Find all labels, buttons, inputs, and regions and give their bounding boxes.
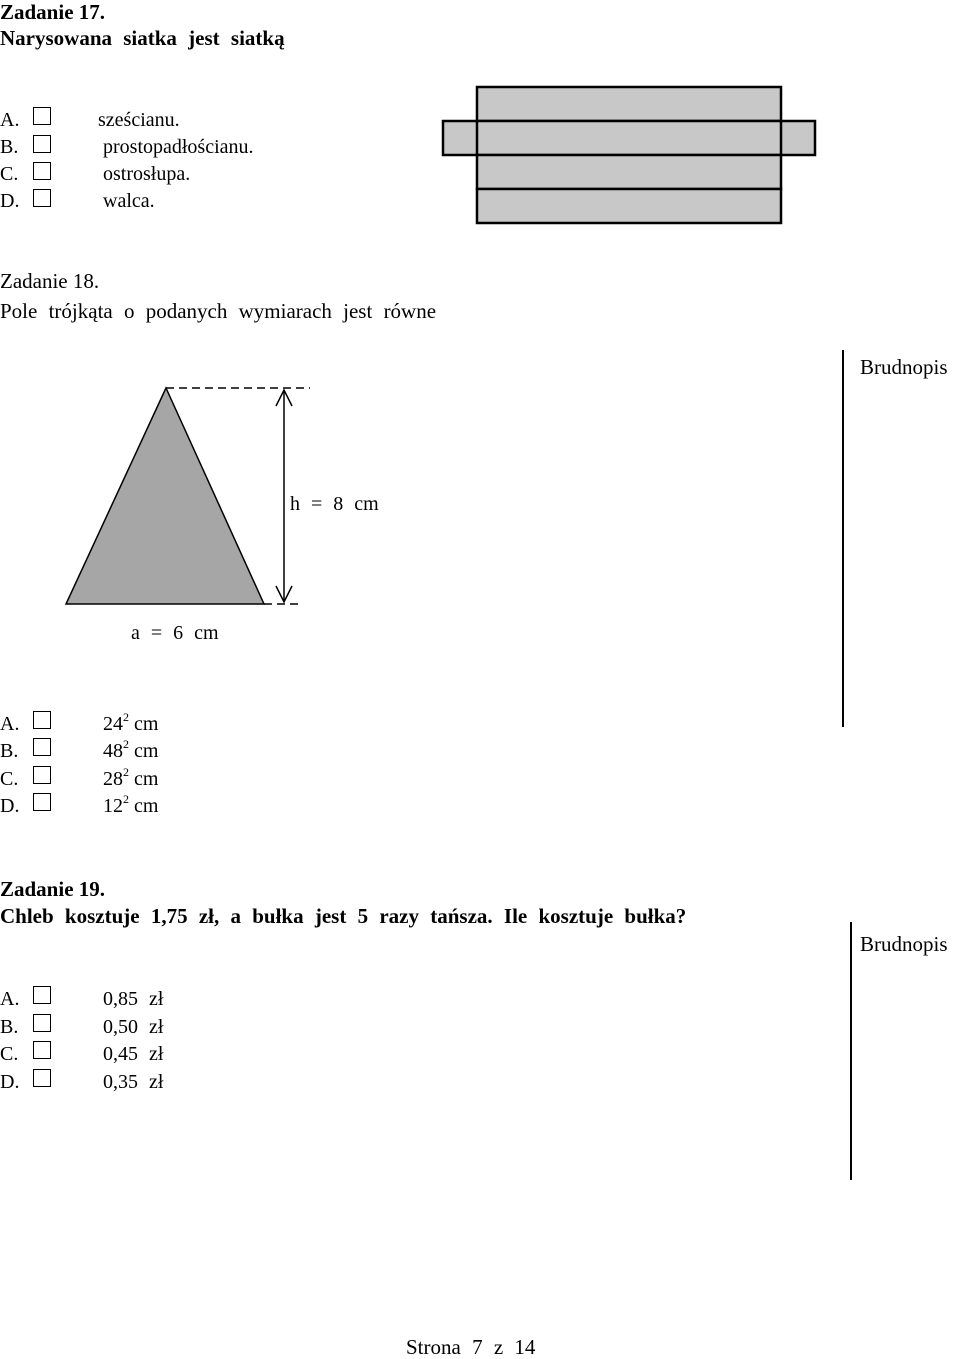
option-letter: C.: [0, 768, 19, 790]
q17-question: Narysowana siatka jest siatką: [0, 26, 285, 50]
option-letter: A.: [0, 713, 20, 735]
q17-title: Zadanie 17.: [0, 0, 106, 24]
option-letter: B.: [0, 740, 19, 762]
triangle-shape: [66, 388, 264, 604]
option-text: sześcianu.: [98, 109, 180, 131]
option-letter: B.: [0, 1016, 19, 1038]
answer-checkbox[interactable]: [33, 793, 51, 811]
answer-checkbox[interactable]: [33, 738, 51, 756]
option-text: $12^2$ cm: [103, 792, 159, 817]
answer-checkbox[interactable]: [33, 1014, 51, 1032]
option-text: 0,35 zł: [103, 1071, 164, 1093]
net-face-lower: [477, 155, 781, 189]
net-face-bottom: [477, 189, 781, 223]
answer-checkbox[interactable]: [33, 1041, 51, 1059]
net-face-middle: [443, 121, 815, 155]
q19-question: Chleb kosztuje 1,75 zł, a bułka jest 5 razy tańsza. Ile kosztuje bułka?: [0, 904, 687, 928]
answer-checkbox[interactable]: [33, 711, 51, 729]
option-text: walca.: [103, 190, 155, 212]
option-text: $48^2$ cm: [103, 737, 159, 762]
option-letter: A.: [0, 988, 20, 1010]
option-letter: D.: [0, 190, 20, 212]
option-letter: B.: [0, 136, 19, 158]
option-text: 0,50 zł: [103, 1016, 164, 1038]
option-letter: D.: [0, 1071, 20, 1093]
q18-title: Zadanie 18.: [0, 269, 100, 293]
option-letter: D.: [0, 795, 20, 817]
height-label: h = 8 cm: [290, 493, 379, 515]
answer-checkbox[interactable]: [33, 1069, 51, 1087]
triangle-figure: [66, 388, 310, 604]
option-text: prostopadłościanu.: [103, 136, 254, 158]
option-text: ostrosłupa.: [103, 163, 191, 185]
option-letter: C.: [0, 1043, 19, 1065]
net-face-top: [477, 87, 781, 121]
scratch-label: Brudnopis: [860, 355, 948, 379]
q18-question: Pole trójkąta o podanych wymiarach jest równe: [0, 299, 437, 323]
option-text: 0,45 zł: [103, 1043, 164, 1065]
q19-title: Zadanie 19.: [0, 877, 106, 901]
option-letter: A.: [0, 109, 20, 131]
base-label: a = 6 cm: [131, 622, 219, 644]
answer-checkbox[interactable]: [33, 766, 51, 784]
page-number: Strona 7 z 14: [406, 1335, 536, 1359]
option-text: $28^2$ cm: [103, 765, 159, 790]
scratch-label: Brudnopis: [860, 932, 948, 956]
answer-checkbox[interactable]: [33, 986, 51, 1004]
option-text: 0,85 zł: [103, 988, 164, 1010]
option-letter: C.: [0, 163, 19, 185]
option-text: $24^2$ cm: [103, 710, 159, 735]
